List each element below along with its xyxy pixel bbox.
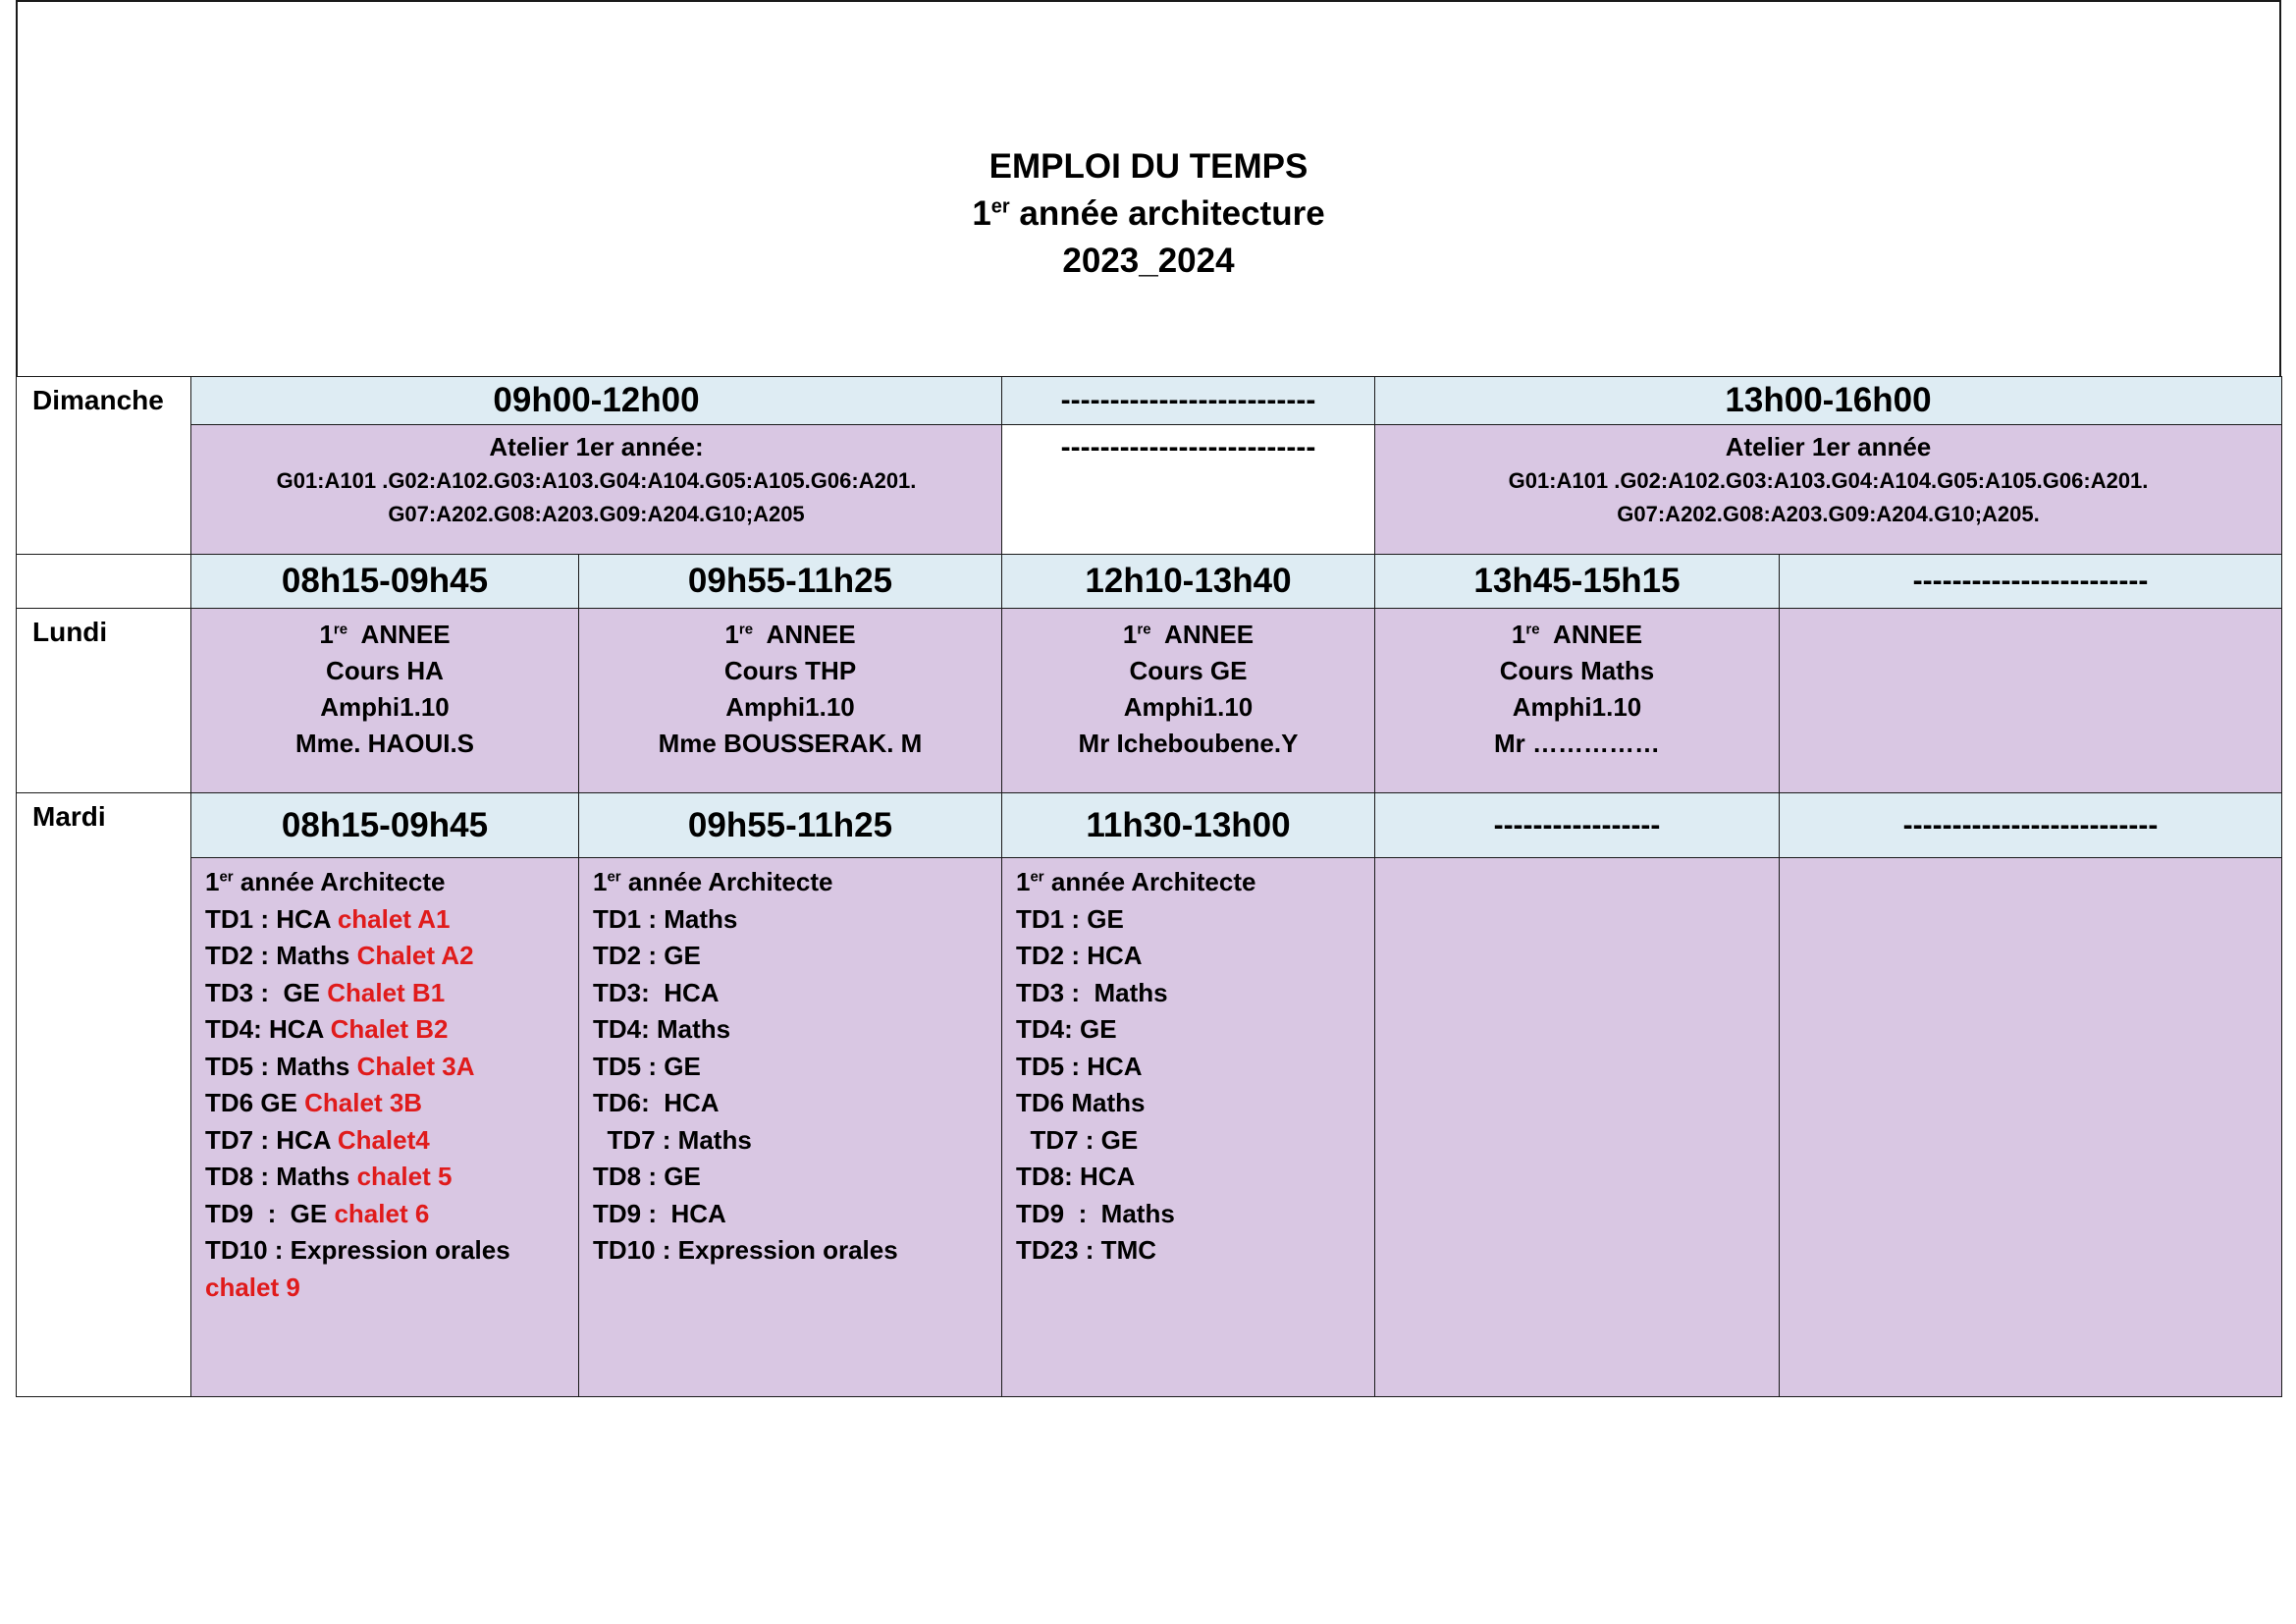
- td-item: TD2 : Maths Chalet A2: [205, 941, 474, 970]
- td-item: TD3 : GE Chalet B1: [205, 977, 446, 1007]
- td-item: TD10 : Expression orales: [593, 1235, 898, 1265]
- atelier-groups-line1: G01:A101 .G02:A102.G03:A103.G04:A104.G05:A105.G06:A201.: [276, 468, 917, 493]
- mardi-cell-5: [1779, 857, 2282, 1397]
- td-item: TD3: HCA: [593, 977, 720, 1007]
- td-item: TD3 : Maths: [1016, 977, 1168, 1007]
- course-teacher: Mme. HAOUI.S: [294, 729, 475, 758]
- td-item: TD8 : Maths chalet 5: [205, 1162, 453, 1191]
- lundi-cell-4: [1374, 608, 1780, 793]
- course-room: Amphi1.10: [320, 692, 450, 722]
- td-item: TD7 : HCA Chalet4: [205, 1124, 430, 1155]
- dimanche-slot-morning: 09h00-12h00: [190, 376, 1002, 425]
- mardi-slot-2: 09h55-11h25: [578, 792, 1002, 858]
- course-teacher: Mr ……………: [1494, 729, 1660, 758]
- lundi-slot-4: 13h45-15h15: [1374, 554, 1780, 609]
- day-label-lundi: Lundi: [16, 608, 191, 793]
- atelier-title: Atelier 1er année: [1725, 432, 1932, 461]
- td-header: 1er année Architecte: [593, 867, 833, 896]
- academic-year: 2023_2024: [1062, 241, 1235, 280]
- mardi-slot-4: -----------------: [1374, 792, 1780, 858]
- page-subtitle: 1er année architecture: [972, 193, 1325, 233]
- lundi-cell-1: [190, 608, 579, 793]
- dimanche-slot-afternoon: 13h00-16h00: [1374, 376, 2282, 425]
- td-item: TD9 : Maths: [1016, 1198, 1175, 1228]
- day-label-dimanche: Dimanche: [16, 376, 191, 555]
- atelier-title: Atelier 1er année:: [489, 432, 704, 461]
- dimanche-cell-break: --------------------------: [1001, 424, 1375, 555]
- td-item: TD2 : HCA: [1016, 941, 1143, 970]
- dimanche-cell-afternoon: [1374, 424, 2282, 555]
- course-name: Cours THP: [723, 656, 857, 685]
- course-teacher: Mr Icheboubene.Y: [1078, 729, 1299, 758]
- course-level: 1re ANNEE: [724, 620, 856, 649]
- td-item: TD9 : HCA: [593, 1198, 726, 1228]
- lundi-slot-5: ------------------------: [1779, 554, 2282, 609]
- dimanche-cell-morning: [190, 424, 1002, 555]
- course-room: Amphi1.10: [725, 692, 855, 722]
- td-item: TD6: HCA: [593, 1088, 720, 1117]
- mardi-cell-3: [1001, 857, 1375, 1397]
- td-item: TD8 : GE: [593, 1162, 701, 1191]
- td-item: TD5 : GE: [593, 1051, 701, 1081]
- course-teacher: Mme BOUSSERAK. M: [658, 729, 923, 758]
- course-level: 1re ANNEE: [319, 620, 451, 649]
- course-room: Amphi1.10: [1123, 692, 1254, 722]
- course-name: Cours HA: [326, 656, 444, 685]
- td-item: TD1 : GE: [1016, 903, 1124, 934]
- course-level: 1re ANNEE: [1511, 620, 1643, 649]
- td-item: TD6 Maths: [1016, 1088, 1146, 1117]
- td-item: TD7 : Maths: [593, 1124, 752, 1155]
- td-item: TD10 : Expression orales: [205, 1235, 510, 1265]
- lundi-cell-3: [1001, 608, 1375, 793]
- td-item: TD4: GE: [1016, 1014, 1117, 1044]
- course-name: Cours GE: [1129, 656, 1248, 685]
- td-item: TD8: HCA: [1016, 1162, 1136, 1191]
- mardi-slot-3: 11h30-13h00: [1001, 792, 1375, 858]
- title-block: [16, 0, 2281, 376]
- lundi-slot-2: 09h55-11h25: [578, 554, 1002, 609]
- td-item: TD6 GE Chalet 3B: [205, 1088, 423, 1117]
- mardi-cell-2: [578, 857, 1002, 1397]
- td-item: TD23 : TMC: [1016, 1235, 1156, 1265]
- mardi-cell-1: [190, 857, 579, 1397]
- lundi-slot-1: 08h15-09h45: [190, 554, 579, 609]
- td-item: TD4: HCA Chalet B2: [205, 1014, 449, 1044]
- td-item: TD7 : GE: [1016, 1124, 1139, 1155]
- td-item: chalet 9: [205, 1272, 300, 1302]
- day-label-mardi: Mardi: [16, 792, 191, 1397]
- td-item: TD4: Maths: [593, 1014, 731, 1044]
- page-title: EMPLOI DU TEMPS: [988, 146, 1308, 186]
- atelier-groups-line1: G01:A101 .G02:A102.G03:A103.G04:A104.G05:A105.G06:A201.: [1508, 468, 2149, 493]
- lundi-slot-3: 12h10-13h40: [1001, 554, 1375, 609]
- td-header: 1er année Architecte: [1016, 867, 1256, 896]
- course-room: Amphi1.10: [1512, 692, 1642, 722]
- mardi-cell-4: [1374, 857, 1780, 1397]
- lundi-cell-2: [578, 608, 1002, 793]
- td-item: TD1 : HCA chalet A1: [205, 903, 451, 934]
- atelier-groups-line2: G07:A202.G08:A203.G09:A204.G10;A205.: [1617, 502, 2040, 526]
- td-item: TD5 : Maths Chalet 3A: [205, 1051, 475, 1081]
- td-header: 1er année Architecte: [205, 867, 446, 896]
- td-item: TD1 : Maths: [593, 903, 738, 934]
- course-level: 1re ANNEE: [1122, 620, 1255, 649]
- mardi-slot-5: --------------------------: [1779, 792, 2282, 858]
- td-item: TD9 : GE chalet 6: [205, 1198, 430, 1228]
- lundi-header-spacer: [16, 554, 191, 609]
- lundi-cell-5: [1779, 608, 2282, 793]
- td-item: TD5 : HCA: [1016, 1051, 1143, 1081]
- dimanche-slot-break: --------------------------: [1001, 376, 1375, 425]
- mardi-slot-1: 08h15-09h45: [190, 792, 579, 858]
- course-name: Cours Maths: [1499, 656, 1655, 685]
- atelier-groups-line2: G07:A202.G08:A203.G09:A204.G10;A205: [388, 502, 805, 526]
- td-item: TD2 : GE: [593, 941, 701, 970]
